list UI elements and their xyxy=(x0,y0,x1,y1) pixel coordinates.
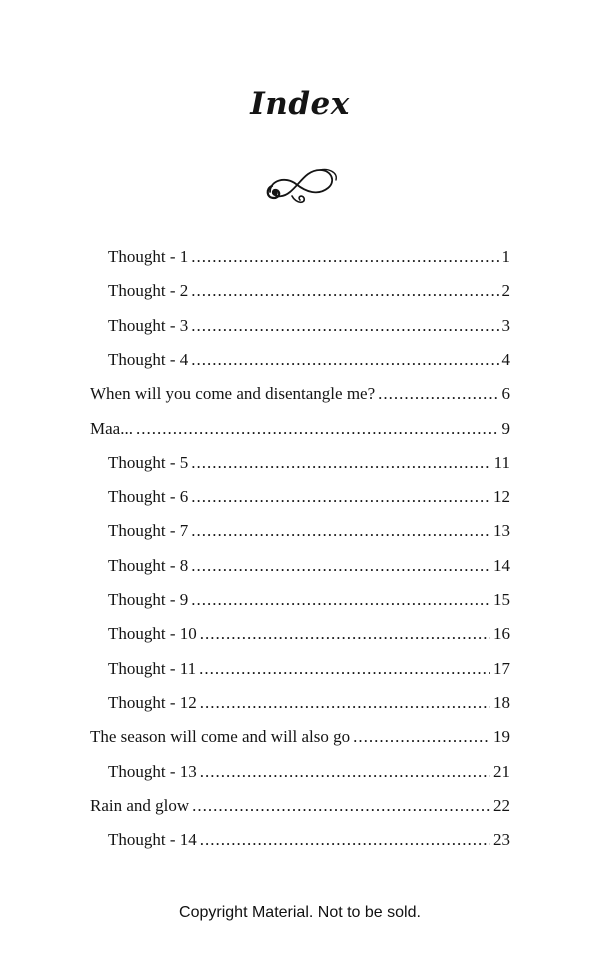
flourish-ornament-icon xyxy=(262,162,340,210)
toc-entry xyxy=(108,617,510,651)
toc-entry xyxy=(108,514,510,548)
toc-entry xyxy=(108,446,510,480)
toc-entry-page-number: 1 xyxy=(501,247,510,266)
toc-entry-title: When will you come and disentangle me? xyxy=(90,384,376,404)
toc-entry-title: Thought - 5 xyxy=(108,452,189,472)
dot-leader xyxy=(200,823,490,857)
toc-entry xyxy=(108,480,510,514)
toc-entry xyxy=(108,549,510,583)
copyright-notice: Copyright Material. Not to be sold. xyxy=(179,904,421,921)
dot-leader xyxy=(191,240,498,274)
toc-entry-page-number: 3 xyxy=(501,315,510,335)
toc-entry-page-number: 13 xyxy=(493,521,510,541)
toc-entry-page-number: 12 xyxy=(493,487,510,507)
toc-entry-page-number: 14 xyxy=(493,555,510,575)
toc-entry-title: Thought - 2 xyxy=(108,281,189,301)
toc-entry xyxy=(108,583,510,617)
toc-entry-title: Thought - 4 xyxy=(108,349,189,369)
toc-entry-page-number: 9 xyxy=(501,418,510,438)
toc-entry xyxy=(108,823,510,857)
dot-leader xyxy=(191,583,490,617)
toc-entry-page-number: 15 xyxy=(493,590,510,609)
toc-entry-page-number: 19 xyxy=(493,727,510,747)
dot-leader xyxy=(191,446,490,480)
toc-entry xyxy=(90,377,510,411)
toc-entry-page-number: 2 xyxy=(501,281,510,301)
dot-leader xyxy=(191,309,498,343)
dot-leader xyxy=(200,686,490,720)
toc-entry-title: Thought - 12 xyxy=(108,692,197,712)
toc-entry xyxy=(108,652,510,686)
toc-entry-page-number: 6 xyxy=(501,384,510,404)
toc-entry-title: Thought - 14 xyxy=(108,830,197,850)
dot-leader xyxy=(191,343,498,377)
toc-entry xyxy=(108,343,510,377)
toc-entry-title: Thought - 1 xyxy=(108,247,189,266)
toc-entry-title: Thought - 11 xyxy=(108,658,197,678)
toc-entry-title: Rain and glow xyxy=(90,795,190,815)
toc-entry xyxy=(90,720,510,754)
toc-entry-title: The season will come and will also go xyxy=(90,727,351,747)
toc-entry xyxy=(90,412,510,446)
dot-leader xyxy=(191,549,490,583)
toc-entry xyxy=(90,789,510,823)
toc-entry xyxy=(108,755,510,789)
dot-leader xyxy=(136,412,499,446)
toc-entry-title: Maa... xyxy=(90,418,133,438)
dot-leader xyxy=(199,652,490,686)
dot-leader xyxy=(200,755,490,789)
dot-leader xyxy=(378,377,498,411)
dot-leader xyxy=(353,720,490,754)
toc-entry-page-number: 18 xyxy=(493,692,510,712)
toc-entry-page-number: 4 xyxy=(501,349,510,369)
toc-entry-page-number: 16 xyxy=(493,624,510,644)
dot-leader xyxy=(191,514,490,548)
toc-entry-title: Thought - 6 xyxy=(108,487,189,507)
toc-entry-title: Thought - 3 xyxy=(108,315,189,335)
toc-entry-page-number: 11 xyxy=(493,452,510,472)
dot-leader xyxy=(191,274,498,308)
toc-entry-title: Thought - 8 xyxy=(108,555,189,575)
toc-entry-title: Thought - 13 xyxy=(108,761,197,781)
toc-entry-page-number: 23 xyxy=(493,830,510,850)
toc-entry xyxy=(108,240,510,274)
dot-leader xyxy=(192,789,490,823)
toc-entry xyxy=(108,686,510,720)
toc-entry-page-number: 22 xyxy=(493,795,510,815)
toc-entry-title: Thought - 10 xyxy=(108,624,197,644)
toc-entry-page-number: 21 xyxy=(493,761,510,781)
toc-entry xyxy=(108,309,510,343)
dot-leader xyxy=(200,617,490,651)
toc-entry-page-number: 17 xyxy=(493,658,510,678)
toc-entry-title: Thought - 7 xyxy=(108,521,189,541)
dot-leader xyxy=(191,480,490,514)
toc-entry-title: Thought - 9 xyxy=(108,590,189,609)
toc-entry xyxy=(108,274,510,308)
page-title: Index xyxy=(250,86,350,122)
